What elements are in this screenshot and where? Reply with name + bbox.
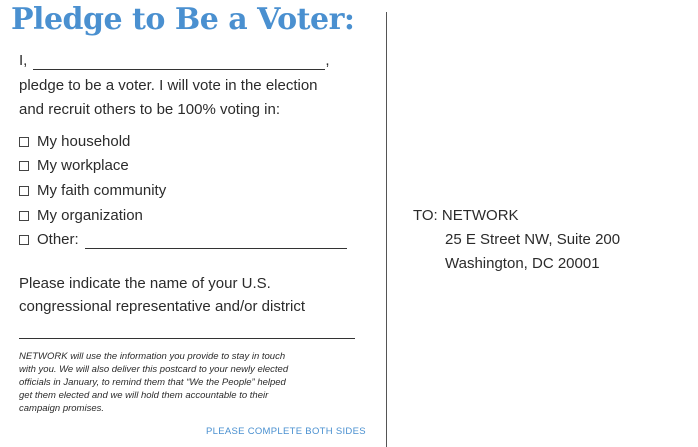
pledge-text-line-2: and recruit others to be 100% voting in: (19, 101, 280, 118)
fine-print-line: with you. We will also deliver this postcard to your newly elected (19, 364, 289, 375)
option-label: Other: (37, 231, 79, 248)
address-city: Washington, DC 20001 (445, 255, 600, 272)
complete-both-sides-note: PLEASE COMPLETE BOTH SIDES (206, 426, 366, 437)
fine-print-line: campaign promises. (19, 403, 105, 414)
option-label: My faith community (37, 182, 167, 199)
name-prefix: I, (19, 52, 28, 69)
checkbox[interactable] (19, 161, 29, 171)
pledge-text-line-1: pledge to be a voter. I will vote in the election (19, 77, 318, 94)
fine-print (19, 350, 364, 415)
option-organization[interactable] (19, 207, 143, 225)
name-suffix: , (325, 52, 330, 69)
address-to: TO: NETWORK (413, 207, 519, 224)
option-other[interactable] (19, 231, 347, 249)
option-label: My household (37, 133, 131, 150)
option-faith-community[interactable] (19, 182, 166, 200)
representative-question-line-2: congressional representative and/or district (19, 298, 305, 315)
checkbox[interactable] (19, 211, 29, 221)
address-street: 25 E Street NW, Suite 200 (445, 231, 621, 248)
fine-print-line: officials in January, to remind them that “We the People” helped (19, 377, 286, 388)
option-label: My workplace (37, 157, 129, 174)
fine-print-line: NETWORK will use the information you provide to stay in touch (19, 351, 286, 362)
fine-print-line: get them elected and we will hold them accountable to their (19, 390, 269, 401)
representative-field[interactable] (19, 338, 355, 339)
checkbox[interactable] (19, 137, 29, 147)
checkbox[interactable] (19, 186, 29, 196)
option-workplace[interactable] (19, 157, 129, 175)
other-field[interactable] (85, 232, 347, 249)
option-household[interactable] (19, 133, 130, 151)
pledge-title: Pledge to Be a Voter: (11, 2, 355, 37)
representative-question-line-1: Please indicate the name of your U.S. (19, 275, 271, 292)
postcard-divider (386, 12, 387, 447)
option-label: My organization (37, 207, 143, 224)
checkbox[interactable] (19, 235, 29, 245)
name-row (19, 52, 330, 70)
name-field[interactable] (33, 55, 325, 70)
